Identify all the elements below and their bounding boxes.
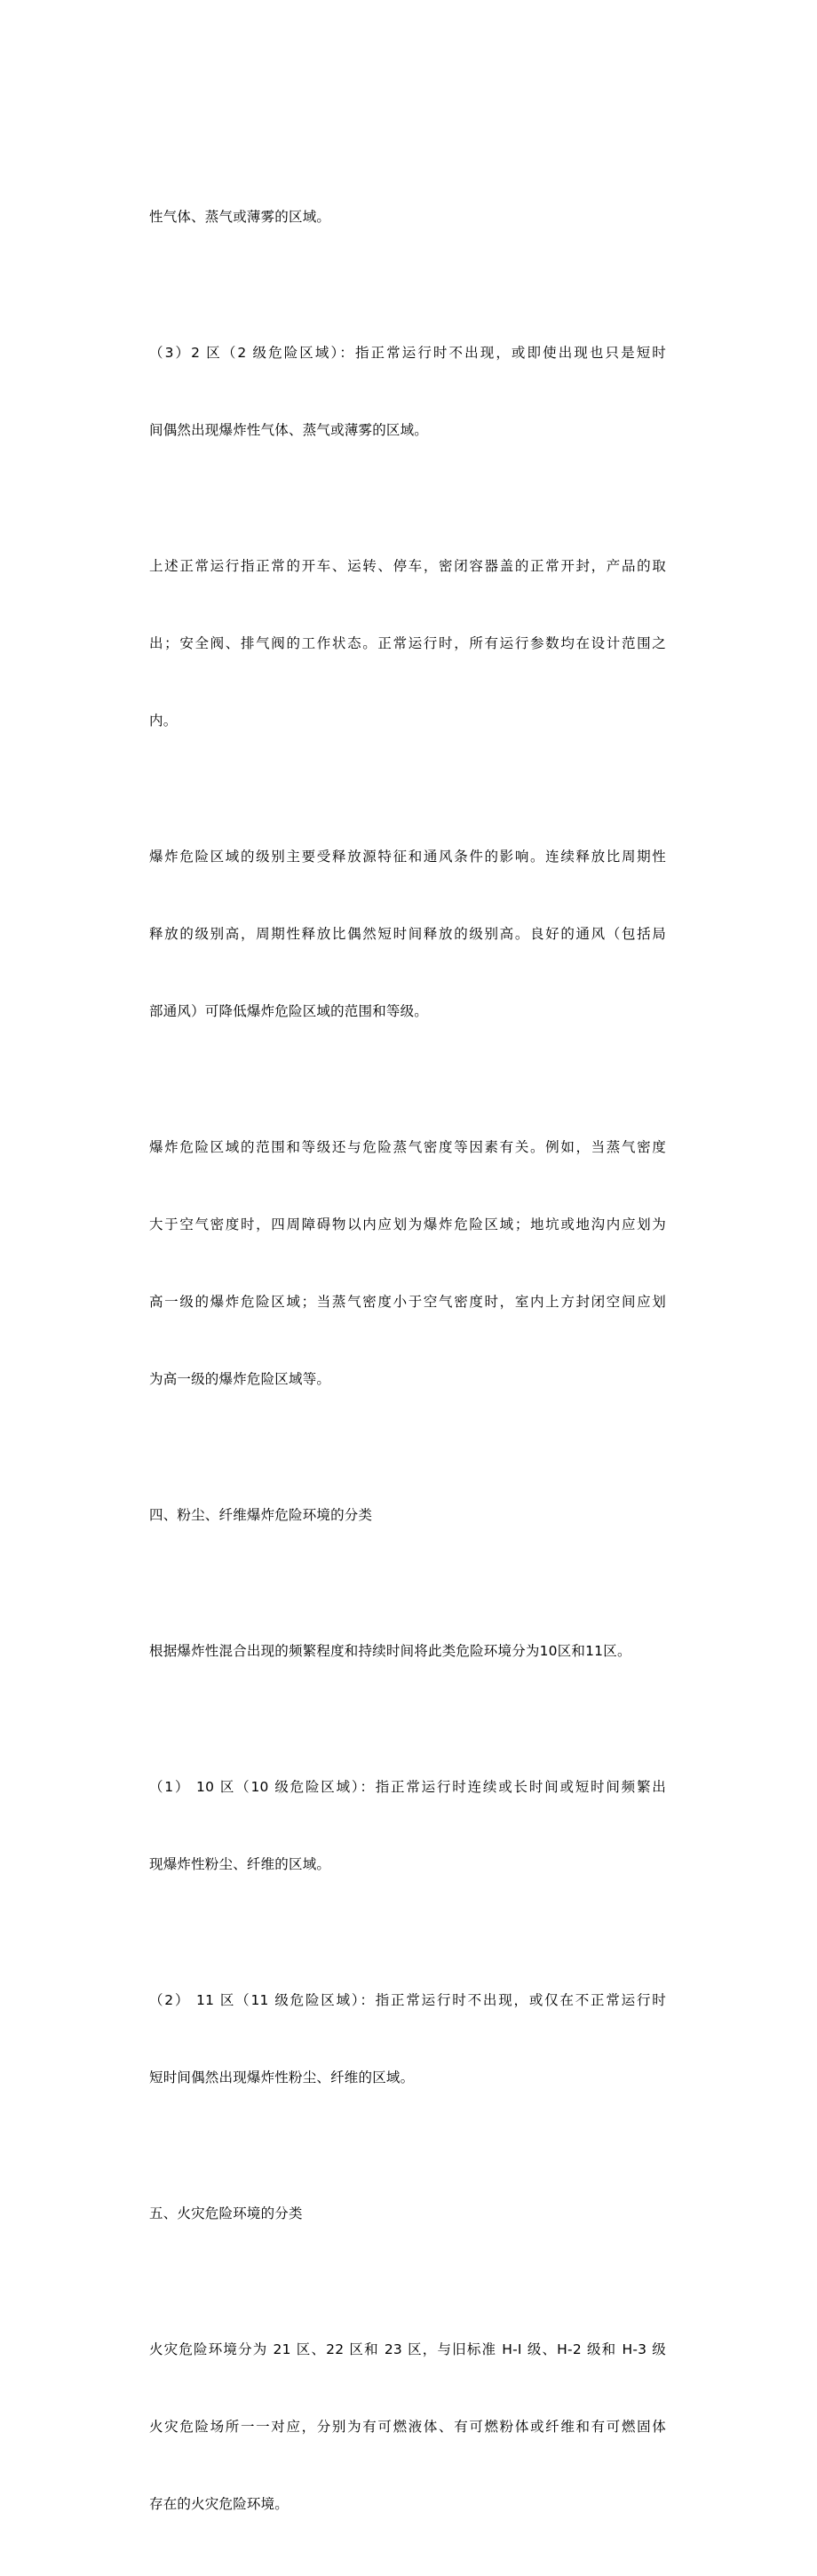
heading-text: 五、火灾危险环境的分类 bbox=[149, 2205, 303, 2221]
paragraph-zone-level-factors bbox=[149, 793, 666, 1076]
text-line: 性气体、蒸气或薄雾的区域。 bbox=[149, 209, 331, 225]
text-line: 释放的级别高，周期性释放比偶然短时间释放的级别高。良好的通风（包括局 bbox=[149, 926, 666, 942]
text-line: （2） 11 区（11 级危险区域）：指正常运行时不出现，或仅在不正常运行时 bbox=[149, 1992, 666, 2008]
paragraph-zone-11 bbox=[149, 1936, 666, 2142]
section-heading-dust bbox=[149, 1451, 666, 1580]
text-line: 出；安全阀、排气阀的工作状态。正常运行时，所有运行参数均在设计范围之 bbox=[149, 635, 666, 651]
document-body bbox=[149, 153, 666, 2576]
text-line: 间偶然出现爆炸性气体、蒸气或薄雾的区域。 bbox=[149, 422, 429, 438]
text-line: 部通风）可降低爆炸危险区域的范围和等级。 bbox=[149, 1003, 429, 1019]
text-line: 火灾危险环境分为 21 区、22 区和 23 区，与旧标准 H-I 级、H-2 级和 H-3 级 bbox=[149, 2341, 666, 2357]
text-line: 火灾危险场所一一对应，分别为有可燃液体、有可燃粉体或纤维和有可燃固体 bbox=[149, 2419, 666, 2435]
paragraph-continuation bbox=[149, 153, 666, 282]
text-line: （1） 10 区（10 级危险区域）：指正常运行时连续或长时间或短时间频繁出 bbox=[149, 1779, 666, 1795]
text-line: 根据爆炸性混合出现的频繁程度和持续时间将此类危险环境分为10区和11区。 bbox=[149, 1643, 631, 1659]
paragraph-zone-10 bbox=[149, 1723, 666, 1929]
text-line: 大于空气密度时，四周障碍物以内应划为爆炸危险区域；地坑或地沟内应划为 bbox=[149, 1216, 666, 1232]
paragraph-vapor-density bbox=[149, 1083, 666, 1444]
section-heading-fire bbox=[149, 2149, 666, 2278]
paragraph-fire-classification bbox=[149, 2285, 666, 2569]
paragraph-zone-2 bbox=[149, 289, 666, 495]
text-line: 短时间偶然出现爆炸性粉尘、纤维的区域。 bbox=[149, 2070, 415, 2086]
paragraph-normal-operation bbox=[149, 502, 666, 786]
heading-text: 四、粉尘、纤维爆炸危险环境的分类 bbox=[149, 1507, 373, 1523]
text-line: 爆炸危险区域的范围和等级还与危险蒸气密度等因素有关。例如，当蒸气密度 bbox=[149, 1139, 666, 1155]
text-line: 存在的火灾危险环境。 bbox=[149, 2496, 290, 2512]
text-line: 高一级的爆炸危险区域；当蒸气密度小于空气密度时，室内上方封闭空间应划 bbox=[149, 1294, 666, 1310]
paragraph-dust-classification bbox=[149, 1587, 666, 1716]
text-line: 内。 bbox=[149, 713, 178, 729]
text-line: 上述正常运行指正常的开车、运转、停车，密闭容器盖的正常开封，产品的取 bbox=[149, 558, 666, 574]
text-line: 为高一级的爆炸危险区域等。 bbox=[149, 1371, 331, 1387]
text-line: （3）2 区（2 级危险区域）：指正常运行时不出现，或即使出现也只是短时 bbox=[149, 345, 666, 361]
text-line: 爆炸危险区域的级别主要受释放源特征和通风条件的影响。连续释放比周期性 bbox=[149, 849, 666, 865]
text-line: 现爆炸性粉尘、纤维的区域。 bbox=[149, 1856, 331, 1872]
